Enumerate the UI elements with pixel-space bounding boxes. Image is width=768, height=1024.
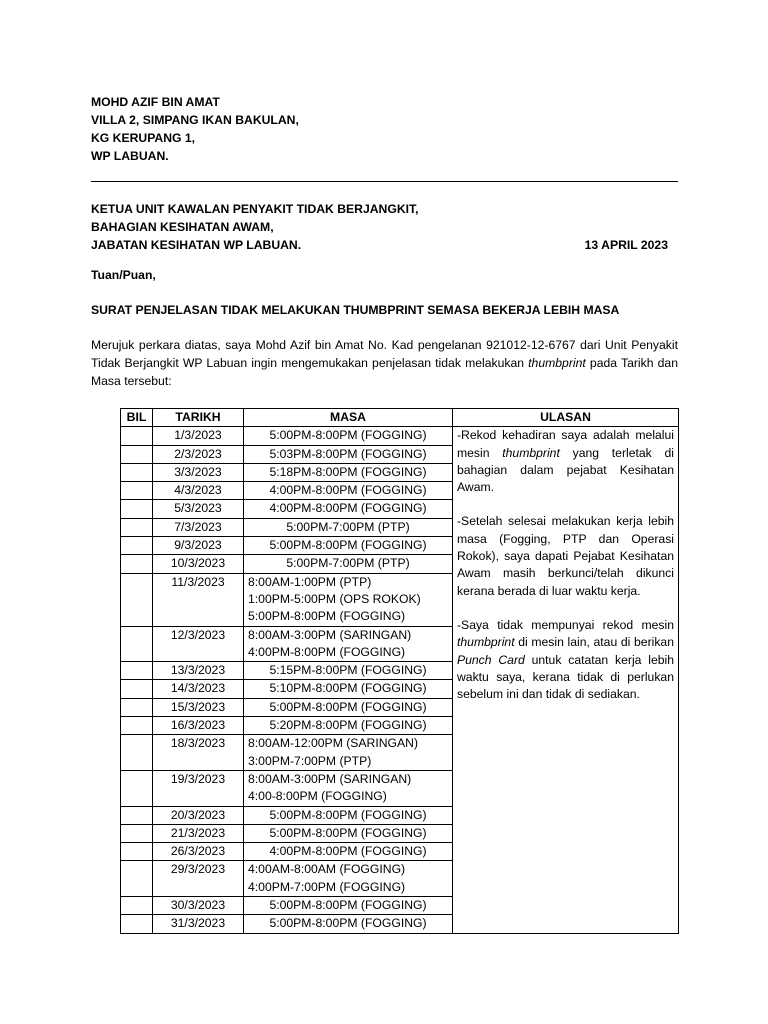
- overtime-schedule-table: [120, 408, 679, 934]
- masa-entry: 5:00PM-8:00PM (FOGGING): [269, 825, 427, 840]
- cell-tarikh: 19/3/2023: [153, 770, 244, 806]
- masa-entry: 5:00PM-7:00PM (PTP): [286, 556, 410, 571]
- cell-tarikh: 13/3/2023: [153, 662, 244, 680]
- masa-entry: 5:03PM-8:00PM (FOGGING): [269, 446, 427, 461]
- masa-entry: 4:00PM-8:00PM (FOGGING): [269, 501, 427, 516]
- cell-bil: [121, 662, 153, 680]
- cell-bil: [121, 445, 153, 463]
- masa-entry: 5:20PM-8:00PM (FOGGING): [269, 718, 427, 733]
- header-masa: MASA: [244, 409, 453, 427]
- masa-entry: 5:10PM-8:00PM (FOGGING): [269, 681, 427, 696]
- letter-date: 13 APRIL 2023: [584, 238, 668, 252]
- cell-bil: [121, 824, 153, 842]
- ulasan-paragraph: [457, 617, 674, 703]
- divider-line: [91, 181, 678, 182]
- cell-bil: [121, 770, 153, 806]
- sender-address: [91, 93, 299, 165]
- cell-masa: [244, 427, 453, 445]
- masa-entry: 5:00PM-8:00PM (FOGGING): [269, 916, 427, 931]
- cell-bil: [121, 626, 153, 662]
- cell-bil: [121, 463, 153, 481]
- sender-address-line: WP LABUAN.: [91, 149, 169, 163]
- recipient-line: KETUA UNIT KAWALAN PENYAKIT TIDAK BERJANGKIT,: [91, 202, 419, 216]
- masa-entry: 8:00AM-3:00PM (SARINGAN): [248, 627, 412, 642]
- masa-entry: 4:00AM-8:00AM (FOGGING): [248, 862, 406, 877]
- cell-masa: [244, 573, 453, 626]
- cell-bil: [121, 427, 153, 445]
- cell-tarikh: 15/3/2023: [153, 698, 244, 716]
- masa-entry: 5:00PM-8:00PM (FOGGING): [269, 428, 427, 443]
- ulasan-text: yang terletak di bahagian dalam pejabat Kesihatan Awam.: [457, 445, 674, 495]
- recipient-line: JABATAN KESIHATAN WP LABUAN.: [91, 238, 302, 252]
- masa-entry: 1:00PM-5:00PM (OPS ROKOK): [248, 591, 421, 606]
- sender-address-line: KG KERUPANG 1,: [91, 131, 196, 145]
- cell-bil: [121, 573, 153, 626]
- cell-masa: [244, 735, 453, 771]
- masa-entry: 4:00PM-8:00PM (FOGGING): [269, 483, 427, 498]
- ulasan-italic-text: thumbprint: [457, 635, 515, 650]
- cell-masa: [244, 717, 453, 735]
- cell-tarikh: 4/3/2023: [153, 482, 244, 500]
- cell-tarikh: 16/3/2023: [153, 717, 244, 735]
- intro-text: pada Tarikh dan Masa tersebut:: [91, 356, 678, 388]
- masa-entry: 4:00PM-7:00PM (FOGGING): [248, 879, 406, 894]
- ulasan-paragraph: [457, 427, 674, 496]
- cell-bil: [121, 500, 153, 518]
- cell-bil: [121, 861, 153, 897]
- cell-masa: [244, 915, 453, 933]
- sender-name: MOHD AZIF BIN AMAT: [91, 95, 220, 109]
- cell-tarikh: 31/3/2023: [153, 915, 244, 933]
- ulasan-italic-text: Punch Card: [457, 652, 525, 667]
- masa-entry: 5:00PM-8:00PM (FOGGING): [269, 898, 427, 913]
- cell-bil: [121, 518, 153, 536]
- ulasan-text: -Setelah selesai melakukan kerja lebih masa (Fogging, PTP dan Operasi Rokok), saya dapati Pejabat Kesihatan Awam masih berkunci/telah dikunci kerana berada di luar waktu kerja.: [457, 514, 674, 598]
- cell-bil: [121, 806, 153, 824]
- cell-bil: [121, 897, 153, 915]
- cell-bil: [121, 735, 153, 771]
- sender-address-line: VILLA 2, SIMPANG IKAN BAKULAN,: [91, 113, 299, 127]
- table-header-row: [121, 409, 679, 427]
- masa-entry: 5:00PM-8:00PM (FOGGING): [269, 538, 427, 553]
- cell-masa: [244, 662, 453, 680]
- cell-masa: [244, 555, 453, 573]
- cell-bil: [121, 915, 153, 933]
- ulasan-text: -Rekod kehadiran saya adalah melalui mesin: [457, 428, 674, 460]
- masa-entry: 8:00AM-1:00PM (PTP): [248, 574, 372, 589]
- masa-entry: 4:00-8:00PM (FOGGING): [248, 789, 387, 804]
- cell-tarikh: 9/3/2023: [153, 537, 244, 555]
- cell-masa: [244, 770, 453, 806]
- cell-masa: [244, 806, 453, 824]
- cell-tarikh: 30/3/2023: [153, 897, 244, 915]
- masa-entry: 4:00PM-8:00PM (FOGGING): [269, 844, 427, 859]
- cell-masa: [244, 824, 453, 842]
- salutation: Tuan/Puan,: [91, 268, 156, 282]
- ulasan-text: -Saya tidak mempunyai rekod mesin: [457, 617, 674, 632]
- cell-tarikh: 14/3/2023: [153, 680, 244, 698]
- cell-tarikh: 12/3/2023: [153, 626, 244, 662]
- masa-entry: 3:00PM-7:00PM (PTP): [248, 753, 372, 768]
- cell-bil: [121, 555, 153, 573]
- cell-bil: [121, 680, 153, 698]
- masa-entry: 5:00PM-8:00PM (FOGGING): [269, 807, 427, 822]
- cell-tarikh: 26/3/2023: [153, 843, 244, 861]
- cell-tarikh: 18/3/2023: [153, 735, 244, 771]
- cell-bil: [121, 717, 153, 735]
- cell-tarikh: 1/3/2023: [153, 427, 244, 445]
- letter-subject: SURAT PENJELASAN TIDAK MELAKUKAN THUMBPRINT SEMASA BEKERJA LEBIH MASA: [91, 303, 620, 317]
- cell-masa: [244, 698, 453, 716]
- cell-tarikh: 7/3/2023: [153, 518, 244, 536]
- cell-masa: [244, 626, 453, 662]
- recipient-address: [91, 200, 668, 254]
- cell-masa: [244, 500, 453, 518]
- masa-entry: 5:15PM-8:00PM (FOGGING): [269, 663, 427, 678]
- masa-entry: 5:18PM-8:00PM (FOGGING): [269, 464, 427, 479]
- cell-masa: [244, 463, 453, 481]
- masa-entry: 5:00PM-8:00PM (FOGGING): [269, 699, 427, 714]
- cell-bil: [121, 698, 153, 716]
- cell-bil: [121, 843, 153, 861]
- ulasan-text: di mesin lain, atau di berikan: [514, 635, 674, 650]
- ulasan-paragraph: [457, 513, 674, 599]
- masa-entry: 8:00AM-12:00PM (SARINGAN): [248, 736, 419, 751]
- cell-tarikh: 2/3/2023: [153, 445, 244, 463]
- cell-masa: [244, 482, 453, 500]
- header-tarikh: TARIKH: [153, 409, 244, 427]
- masa-entry: 4:00PM-8:00PM (FOGGING): [248, 644, 406, 659]
- cell-masa: [244, 537, 453, 555]
- cell-masa: [244, 445, 453, 463]
- header-ulasan: ULASAN: [453, 409, 679, 427]
- cell-bil: [121, 482, 153, 500]
- cell-masa: [244, 680, 453, 698]
- cell-bil: [121, 537, 153, 555]
- intro-text: Merujuk perkara diatas, saya Mohd Azif bin Amat No. Kad pengelanan 921012-12-6767 dari Unit Penyakit Tidak Berjangkit WP Labuan ingin mengemukakan penjelasan tidak melakukan: [91, 338, 678, 370]
- recipient-line-with-date: [91, 236, 668, 254]
- ulasan-text: untuk catatan kerja lebih waktu saya, kerana tidak di perlukan sebelum ini dan tidak di sediakan.: [457, 652, 674, 702]
- masa-entry: 5:00PM-7:00PM (PTP): [286, 519, 410, 534]
- masa-entry: 8:00AM-3:00PM (SARINGAN): [248, 771, 412, 786]
- cell-tarikh: 10/3/2023: [153, 555, 244, 573]
- cell-tarikh: 20/3/2023: [153, 806, 244, 824]
- cell-tarikh: 5/3/2023: [153, 500, 244, 518]
- masa-entry: 5:00PM-8:00PM (FOGGING): [248, 609, 406, 624]
- cell-tarikh: 21/3/2023: [153, 824, 244, 842]
- intro-italic-text: thumbprint: [528, 356, 586, 370]
- header-bil: BIL: [121, 409, 153, 427]
- cell-masa: [244, 843, 453, 861]
- cell-tarikh: 3/3/2023: [153, 463, 244, 481]
- table-row: [121, 427, 679, 445]
- cell-tarikh: 11/3/2023: [153, 573, 244, 626]
- cell-masa: [244, 897, 453, 915]
- cell-masa: [244, 518, 453, 536]
- cell-tarikh: 29/3/2023: [153, 861, 244, 897]
- intro-paragraph: [91, 336, 678, 390]
- cell-ulasan: [453, 427, 679, 933]
- ulasan-italic-text: thumbprint: [502, 445, 560, 460]
- recipient-line: BAHAGIAN KESIHATAN AWAM,: [91, 220, 274, 234]
- cell-masa: [244, 861, 453, 897]
